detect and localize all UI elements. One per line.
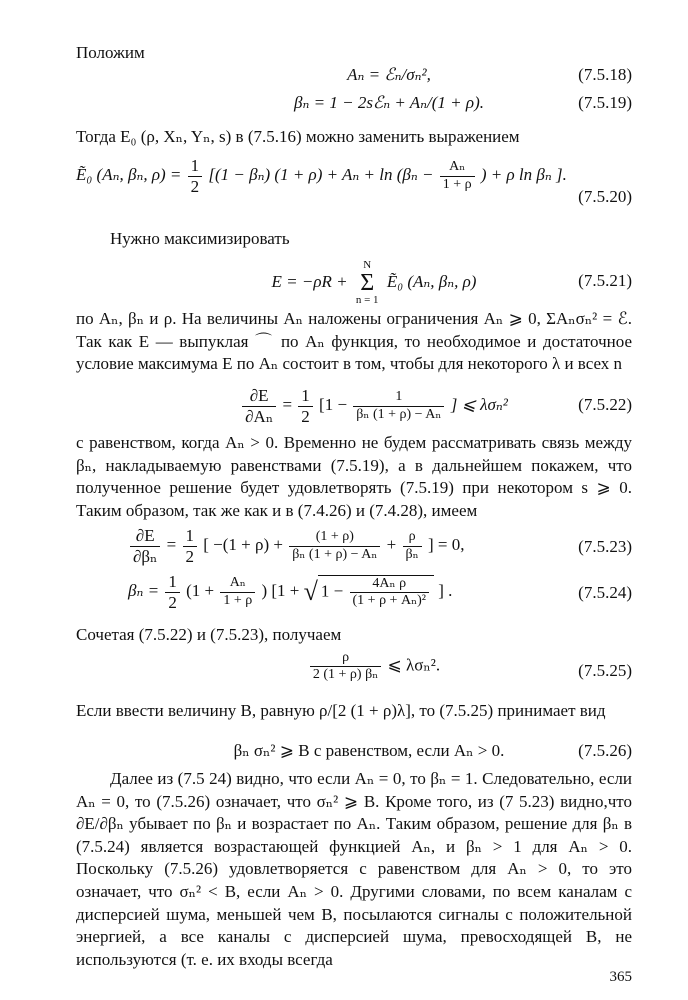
equation-7-5-25 [76,650,632,696]
eq-lhs: βₙ = [128,580,160,600]
equation-7-5-24 [76,572,632,622]
sqrt-icon: √ [303,576,318,606]
equation-number: (7.5.25) [578,661,632,680]
paragraph-combining: Сочетая (7.5.22) и (7.5.23), получаем [76,625,342,644]
equation-number: (7.5.26) [578,741,632,760]
radicand: 1 − $\frac{\text{4Aₙ ρ}}{\text{(1 + ρ + Aₙ)²}}$ [318,575,434,609]
eq-lhs: E = −ρR + [271,271,348,291]
equals-sign: = [166,534,177,554]
fraction: $\frac{\rho}{\text{βₙ}}$ [403,529,422,562]
derivative: $\frac{\partial E}{\text{∂Aₙ}}$ [242,386,276,426]
equation-7-5-18 [76,64,632,94]
fraction: $\frac{1}{\text{βₙ (1 + ρ) − Aₙ}}$ [353,389,444,422]
equation-number: (7.5.22) [578,395,632,414]
summation: N Σ n = 1 [355,259,379,306]
eq-text: βₙ σₙ² ⩾ B с равенством, если Aₙ > 0. [233,741,505,760]
eq-rhs: Ẽ₀ (Aₙ, βₙ, ρ) [386,271,477,291]
paragraph-intro: Положим [76,43,145,62]
equation-7-5-22 [76,386,632,430]
half-fraction: $\frac{1}{2}$ [165,572,180,612]
eq-rhs: ⩽ λσₙ². [387,655,441,675]
paragraph-equality: с равенством, когда Aₙ > 0. Временно не будем рассматривать связь между βₙ, накладываемую равенствами (7.5.19), а в дальнейшем покажем, что полученное решение будет удовлетворять (7.5.19) при некотором s ⩾ 0. Таким образом, так же как и в (7.4.26) и (7.4.28), имеем [76,433,632,520]
paren-open: (1 + [186,580,215,600]
eq-mid: [(1 − βₙ) (1 + ρ) + Aₙ + ln (βₙ − [208,164,434,184]
half-fraction: $\frac{1}{2}$ [183,526,198,566]
bracket-close: ] . [438,580,453,600]
bracket-open: ) [1 + [261,580,300,600]
equation-7-5-26 [76,740,632,770]
bracket-close: ] = 0, [427,534,465,554]
equation-7-5-21 [76,256,632,306]
equation-7-5-23 [76,526,632,572]
derivative: $\frac{\partial E}{\text{∂βₙ}}$ [130,526,160,566]
paragraph-substitution: Тогда E₀ (ρ, Xₙ, Yₙ, s) в (7.5.16) можно заменить выражением [76,127,520,146]
bracket-close: ] ⩽ λσₙ² [450,394,508,414]
equation-number: (7.5.24) [578,583,632,602]
eq-text: βₙ = 1 − 2sℰₙ + Aₙ/(1 + ρ). [294,93,484,112]
fraction: $\frac{\text{Aₙ}}{1 + \rho}$ [440,159,475,192]
paragraph-maximize: Нужно максимизировать [110,229,290,248]
eq-text: Aₙ = ℰₙ/σₙ², [347,65,431,84]
fraction: $\frac{(1 + \rho)}{\text{βₙ (1 + ρ) − Aₙ}}$ [289,529,380,562]
plus-sign: + [386,534,397,554]
half-fraction: $\frac{1}{2}$ [188,156,203,196]
eq-tail: ) + ρ ln βₙ ]. [480,164,567,184]
equation-number: (7.5.18) [578,65,632,84]
fraction: $\frac{\text{4Aₙ ρ}}{\text{(1 + ρ + Aₙ)²}}$ [350,576,429,609]
equation-number: (7.5.21) [578,271,632,290]
eq-lhs: Ẽ₀ (Aₙ, βₙ, ρ) = [76,164,182,184]
half-fraction: $\frac{1}{2}$ [298,386,313,426]
equation-number: (7.5.20) [578,187,632,206]
equation-7-5-20 [76,156,632,216]
equation-number: (7.5.23) [578,537,632,556]
paragraph-conclusion: Далее из (7.5 24) видно, что если Aₙ = 0, то βₙ = 1. Следовательно, если Aₙ = 0, то (7.5.26) означает, что σₙ² ⩾ B. Кроме того, из (7 5.23) видно,что ∂E/∂βₙ убывает по βₙ и возрастает по Aₙ. Таким образом, решение для βₙ в (7.5.24) является возрастающей функцией Aₙ, и βₙ > 1 для Aₙ > 0. Поскольку (7.5.26) удовлетворяется с равенством для Aₙ > 0, то это означает, что σₙ² < B, если Aₙ > 0. Другими словами, по всем каналам с дисперсией шума, меньшей чем B, посылаются сигналы с положительной энергией, а все каналы с дисперсией шума, превосходящей B, не используются (т. е. их входы всегда [76,769,632,969]
fraction: $\frac{\rho}{\text{2 (1 + ρ) βₙ}}$ [310,650,381,683]
bracket-open: [1 − [319,394,348,414]
bracket-open: [ −(1 + ρ) + [203,534,283,554]
paragraph-constraints: по Aₙ, βₙ и ρ. На величины Aₙ наложены ограничения Aₙ ⩾ 0, ΣAₙσₙ² = ℰ. Так как E — выпуклая ⌒ по Aₙ функция, то необходимое и достаточное условие максимума E по Aₙ состоит в том, чтобы для некоторого λ и всех n [76,309,632,374]
fraction: $\frac{\text{Aₙ}}{1 + \rho}$ [220,575,255,608]
equation-number: (7.5.19) [578,93,632,112]
paragraph-define-b: Если ввести величину B, равную ρ/[2 (1 + ρ)λ], то (7.5.25) принимает вид [76,701,606,720]
page-number: 365 [609,969,632,985]
equals-sign: = [282,394,293,414]
equation-7-5-19 [76,92,632,122]
